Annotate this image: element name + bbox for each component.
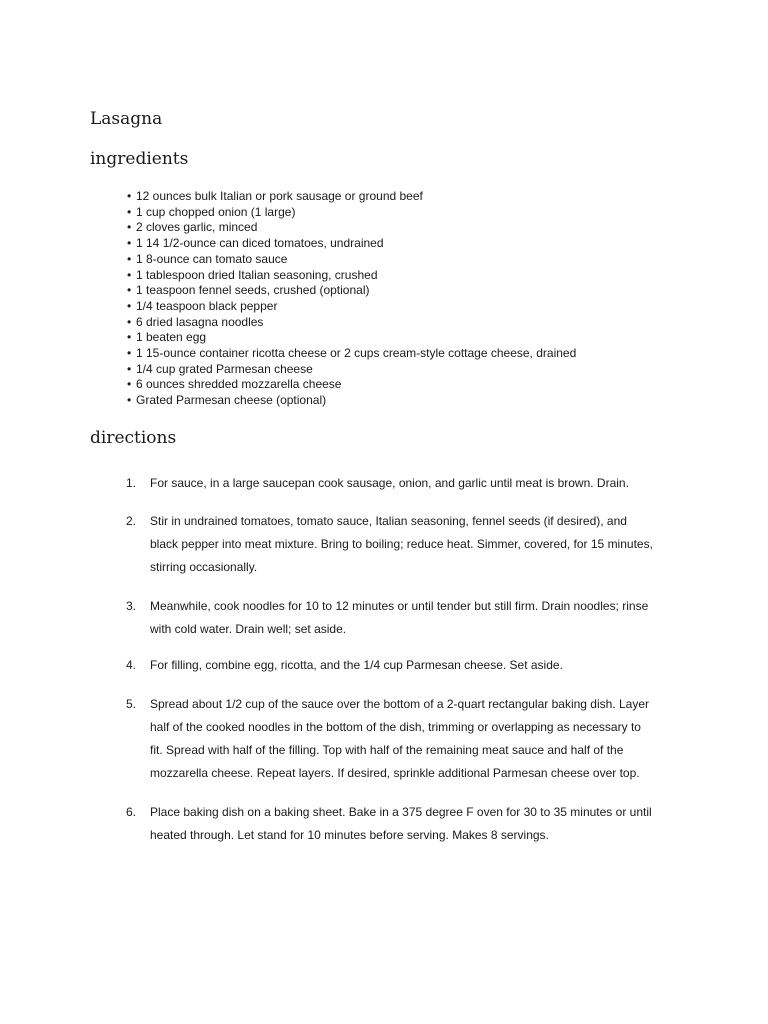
ingredient-text: 1 14 1/2-ounce can diced tomatoes, undrained — [136, 236, 384, 251]
step-line: with cold water. Drain well; set aside. — [150, 622, 347, 636]
ingredient-item — [127, 268, 576, 284]
step-line: Spread about 1/2 cup of the sauce over the bottom of a 2-quart rectangular baking dish. Layer — [150, 697, 649, 711]
step-line: mozzarella cheese. Repeat layers. If desired, sprinkle additional Parmesan cheese over top. — [150, 766, 640, 780]
bullet-icon: • — [127, 251, 132, 266]
ingredient-text: 1 tablespoon dried Italian seasoning, crushed — [136, 267, 378, 282]
bullet-icon: • — [127, 220, 132, 235]
ingredient-item — [127, 315, 576, 331]
bullet-icon: • — [127, 393, 132, 408]
step-number: 6. — [126, 805, 137, 819]
step-text — [150, 693, 685, 785]
ingredients-heading: ingredients — [90, 149, 189, 169]
step-line: heated through. Let stand for 10 minutes before serving. Makes 8 servings. — [150, 828, 549, 842]
bullet-icon: • — [127, 267, 132, 282]
ingredient-text: 1/4 teaspoon black pepper — [136, 298, 278, 313]
ingredient-item — [127, 205, 576, 221]
bullet-icon: • — [127, 236, 132, 251]
bullet-icon: • — [127, 330, 132, 345]
ingredient-list — [127, 189, 576, 409]
step-line: For filling, combine egg, ricotta, and the 1/4 cup Parmesan cheese. Set aside. — [150, 658, 563, 672]
step-text — [150, 595, 685, 641]
ingredient-item — [127, 220, 576, 236]
ingredient-text: 2 cloves garlic, minced — [136, 220, 258, 235]
step-line: half of the cooked noodles in the bottom of the dish, trimming or overlapping as necessary to — [150, 720, 641, 734]
ingredient-text: 1/4 cup grated Parmesan cheese — [136, 361, 313, 376]
bullet-icon: • — [127, 314, 132, 329]
ingredient-text: 1 beaten egg — [136, 330, 207, 345]
step-text — [150, 472, 685, 495]
ingredient-text: 12 ounces bulk Italian or pork sausage or ground beef — [136, 189, 423, 203]
step-line: Stir in undrained tomatoes, tomato sauce, Italian seasoning, fennel seeds (if desired), and — [150, 514, 627, 528]
ingredient-text: 1 8-ounce can tomato sauce — [136, 251, 288, 266]
ingredient-item — [127, 377, 576, 393]
ingredient-text: Grated Parmesan cheese (optional) — [136, 393, 327, 408]
ingredient-text: 1 15-ounce container ricotta cheese or 2 cups cream-style cottage cheese, drained — [136, 346, 577, 361]
bullet-icon: • — [127, 204, 132, 219]
bullet-icon: • — [127, 377, 132, 392]
step-number: 3. — [126, 599, 137, 613]
bullet-icon: • — [127, 189, 132, 203]
directions-heading: directions — [90, 428, 177, 448]
step-text — [150, 654, 685, 677]
ingredient-text: 1 cup chopped onion (1 large) — [136, 204, 296, 219]
bullet-icon: • — [127, 283, 132, 298]
ingredient-text: 6 dried lasagna noodles — [136, 314, 264, 329]
step-line: fit. Spread with half of the filling. Top with half of the remaining meat sauce and half of the — [150, 743, 624, 757]
step-line: For sauce, in a large saucepan cook sausage, onion, and garlic until meat is brown. Drain. — [150, 476, 629, 490]
ingredient-item — [127, 189, 576, 205]
bullet-icon: • — [127, 298, 132, 313]
bullet-icon: • — [127, 346, 132, 361]
step-number: 2. — [126, 514, 137, 528]
step-text — [150, 801, 685, 847]
ingredient-item — [127, 362, 576, 378]
bullet-icon: • — [127, 361, 132, 376]
ingredient-item — [127, 252, 576, 268]
step-line: stirring occasionally. — [150, 560, 258, 574]
ingredient-item — [127, 283, 576, 299]
ingredient-item — [127, 299, 576, 315]
step-number: 1. — [126, 476, 137, 490]
step-line: black pepper into meat mixture. Bring to boiling; reduce heat. Simmer, covered, for 15 minutes, — [150, 537, 653, 551]
step-line: Place baking dish on a baking sheet. Bake in a 375 degree F oven for 30 to 35 minutes or until — [150, 805, 652, 819]
ingredient-text: 1 teaspoon fennel seeds, crushed (optional) — [136, 283, 370, 298]
recipe-title: Lasagna — [90, 109, 163, 129]
ingredient-item — [127, 330, 576, 346]
ingredient-item — [127, 236, 576, 252]
step-text — [150, 510, 685, 579]
ingredient-text: 6 ounces shredded mozzarella cheese — [136, 377, 342, 392]
ingredient-item — [127, 346, 576, 362]
ingredient-item — [127, 393, 576, 409]
step-number: 5. — [126, 697, 137, 711]
step-line: Meanwhile, cook noodles for 10 to 12 minutes or until tender but still firm. Drain noodles; rinse — [150, 599, 649, 613]
step-number: 4. — [126, 658, 137, 672]
